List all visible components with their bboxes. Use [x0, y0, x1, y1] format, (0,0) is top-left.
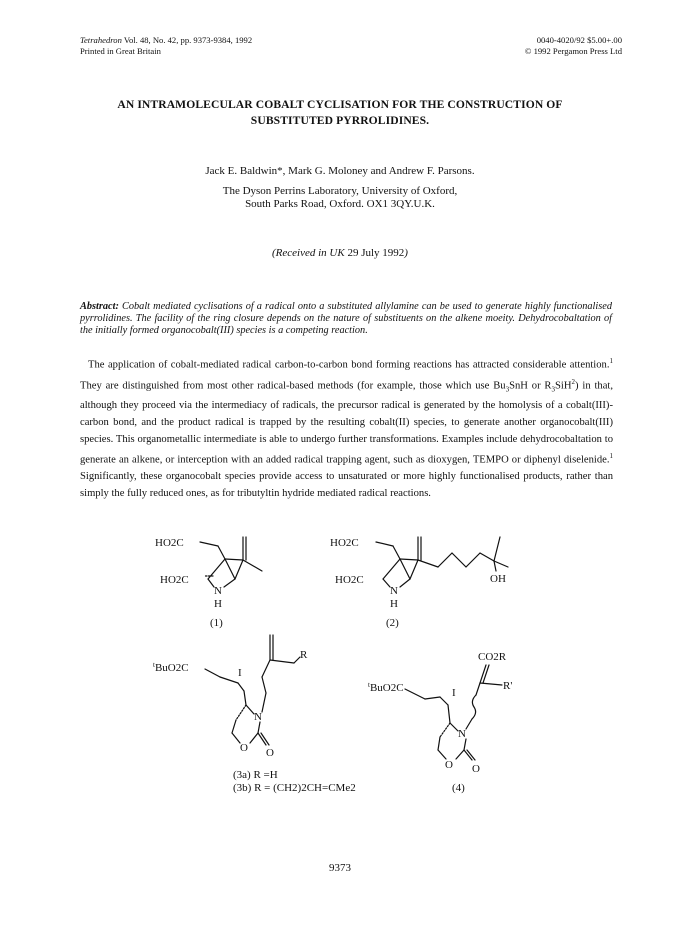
affiliation-line-2: South Parks Road, Oxford. OX1 3QY.U.K.	[245, 198, 435, 210]
price-code: 0040-4020/92 $5.00+.00	[536, 35, 622, 45]
s1-label: (1)	[210, 617, 223, 629]
body-text	[80, 353, 613, 502]
s1-h: H	[214, 598, 222, 610]
copyright: © 1992 Pergamon Press Ltd	[524, 46, 622, 56]
paragraph-1	[80, 353, 613, 502]
s2-h: H	[390, 598, 398, 610]
s1-ho2c-bottom: HO2C	[160, 574, 189, 586]
body-text-2: They are distinguished from most other radical-based methods (for example, those which use Bu	[80, 380, 506, 392]
structure-2	[376, 537, 508, 587]
body-text-4: SiH	[555, 380, 572, 392]
s2-oh: OH	[490, 573, 506, 585]
s3-o-ring: O	[240, 742, 248, 754]
abstract-label: Abstract:	[80, 301, 119, 312]
received-date	[60, 247, 620, 259]
body-text-1: The application of cobalt-mediated radical carbon-to-carbon bond forming reactions has attracted considerable attention.	[88, 359, 610, 371]
authors: Jack E. Baldwin*, Mark G. Moloney and Andrew F. Parsons.	[205, 165, 475, 177]
title-line-2: SUBSTITUTED PYRROLIDINES.	[250, 114, 430, 127]
received-date-value: 29 July 1992	[344, 247, 405, 259]
s4-n: N	[458, 728, 466, 740]
s2-n: N	[390, 585, 398, 597]
price-header	[525, 35, 622, 57]
affiliation	[60, 185, 620, 211]
journal-name: Tetrahedron	[80, 35, 122, 45]
s1-ho2c-top: HO2C	[155, 537, 184, 549]
abstract	[80, 301, 612, 337]
structure-1	[200, 537, 262, 587]
s4-rprime: R'	[503, 680, 513, 692]
received-pre: (Received in UK	[272, 247, 345, 259]
subscript: 3	[551, 385, 556, 394]
s3-ester: $^t$BuO2C	[153, 661, 189, 674]
title-line-1: AN INTRAMOLECULAR COBALT CYCLISATION FOR THE CONSTRUCTION OF	[117, 98, 563, 111]
s4-o-carbonyl: O	[472, 763, 480, 775]
body-text-3: SnH or R	[509, 380, 552, 392]
paper-title	[60, 97, 620, 129]
s3a-label: (3a) R =H	[233, 769, 278, 781]
s3b-label: (3b) R = (CH2)2CH=CMe2	[233, 782, 356, 794]
s4-co2r: CO2R	[478, 651, 507, 663]
page-number: 9373	[329, 862, 351, 874]
received-post: )	[404, 247, 408, 259]
s1-n: N	[214, 585, 222, 597]
s4-label: (4)	[452, 782, 465, 794]
subscript: 3	[505, 385, 510, 394]
structure-3	[205, 635, 300, 745]
s4-ester: $^t$BuO2C	[368, 681, 404, 694]
body-text-5: ) in that, although they proceed via the intermediacy of radicals, the precursor radical is generated by the homolysis of a cobalt(III)-carbon bond, and the product radical is trapped by the resulting cobalt(II) species, to generate another organocobalt(III) species. This organometallic intermediate is able to undergo further transformations. Examples include dehydrocobaltation to generate an alkene, or interception with an added radical trapping agent, such as dioxygen, TEMPO or diphenyl diselenide.	[80, 380, 613, 466]
journal-citation	[80, 35, 252, 46]
structure-4	[405, 665, 502, 760]
reference-1: 1	[609, 357, 613, 365]
abstract-text: Cobalt mediated cyclisations of a radical onto a substituted allylamine can be used to generate highly functionalised pyrrolidines. The facility of the ring closure depends on the nature of substituents on the alkene moeity. Dehydrocobaltation of the initially formed organocobalt(III) species is a competing reaction.	[80, 301, 612, 336]
reference-1b: 1	[609, 452, 613, 461]
s3-iodine: I	[238, 667, 242, 679]
journal-volume-pages: Vol. 48, No. 42, pp. 9373-9384, 1992	[121, 35, 253, 45]
reference-2: 2	[571, 378, 576, 387]
s3-r: R	[300, 649, 308, 661]
body-text-6: Significantly, these organocobalt species provide access to unsaturated or more highly functionalised products, rather than simply the fully reduced ones, as for tributyltin hydride mediated radical reactions.	[80, 471, 613, 499]
s3-n: N	[254, 711, 262, 723]
s2-ho2c-bottom: HO2C	[335, 574, 364, 586]
s2-ho2c-top: HO2C	[330, 537, 359, 549]
chemical-structures	[0, 515, 680, 845]
printed-in: Printed in Great Britain	[80, 46, 161, 56]
s4-o-ring: O	[445, 759, 453, 771]
s3-o-carbonyl: O	[266, 747, 274, 759]
s2-label: (2)	[386, 617, 399, 629]
journal-header	[80, 35, 252, 57]
affiliation-line-1: The Dyson Perrins Laboratory, University of Oxford,	[222, 185, 458, 197]
s4-iodine: I	[452, 687, 456, 699]
